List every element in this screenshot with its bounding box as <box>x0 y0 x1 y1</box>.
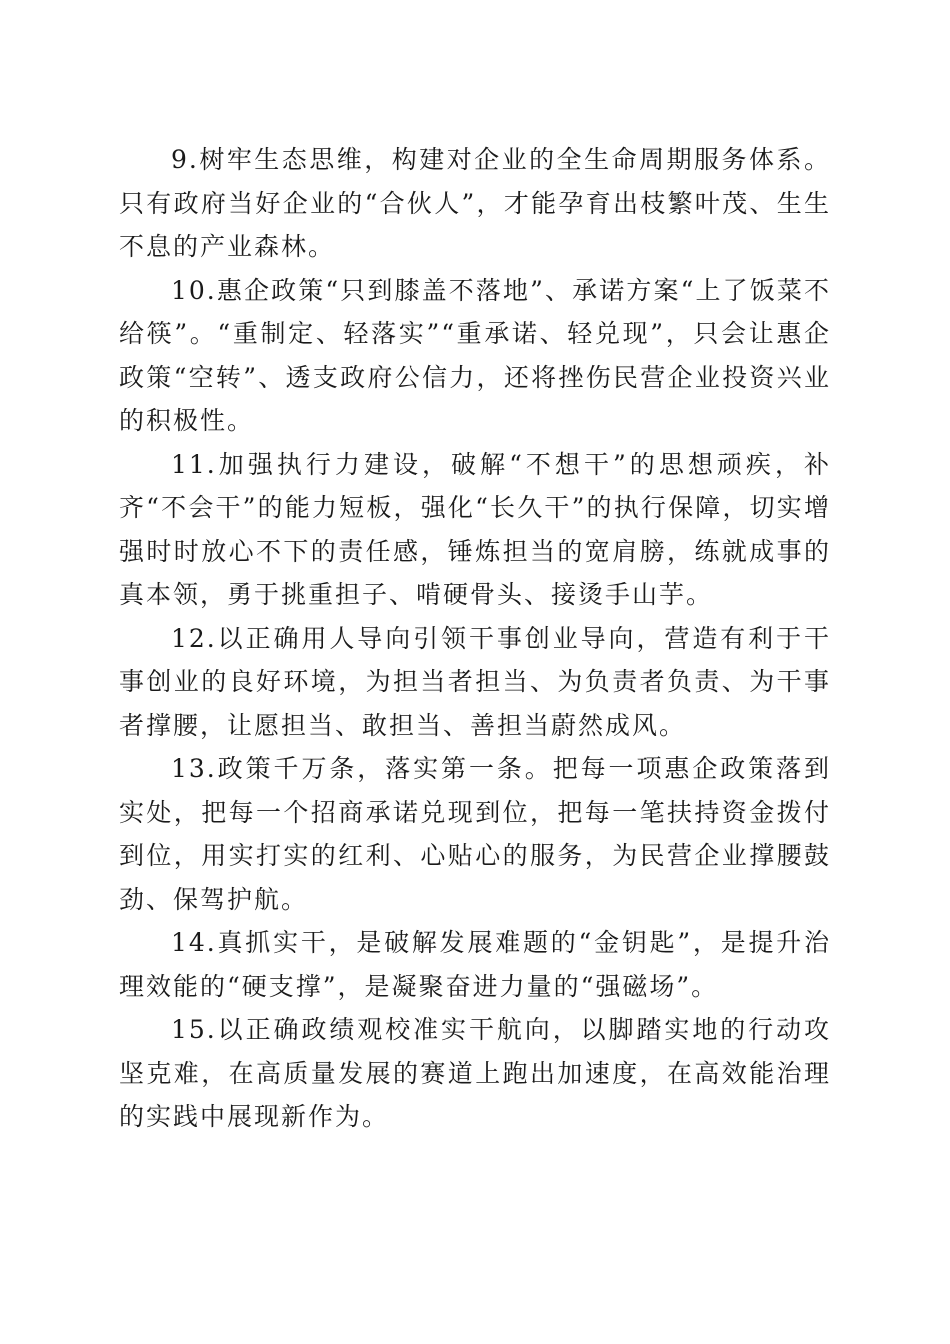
document-body <box>119 138 831 1139</box>
paragraph-9: 9.树牢生态思维，构建对企业的全生命周期服务体系。只有政府当好企业的“合伙人”，才能孕育出枝繁叶茂、生生不息的产业森林。 <box>119 145 831 261</box>
paragraph-12: 12.以正确用人导向引领干事创业导向，营造有利于干事创业的良好环境，为担当者担当、为负责者负责、为干事者撑腰，让愿担当、敢担当、善担当蔚然成风。 <box>119 623 831 740</box>
paragraph-14: 14.真抓实干，是破解发展难题的“金钥匙”，是提升治理效能的“硬支撑”，是凝聚奋进力量的“强磁场”。 <box>119 928 831 1001</box>
paragraph-10: 10.惠企政策“只到膝盖不落地”、承诺方案“上了饭菜不给筷”。“重制定、轻落实”“重承诺、轻兑现”，只会让惠企政策“空转”、透支政府公信力，还将挫伤民营企业投资兴业的积极性。 <box>119 275 831 435</box>
paragraph-13: 13.政策千万条，落实第一条。把每一项惠企政策落到实处，把每一个招商承诺兑现到位，把每一笔扶持资金拨付到位，用实打实的红利、心贴心的服务，为民营企业撑腰鼓劲、保驾护航。 <box>119 754 831 914</box>
paragraph-11: 11.加强执行力建设，破解“不想干”的思想顽疾，补齐“不会干”的能力短板，强化“长久干”的执行保障，切实增强时时放心不下的责任感，锤炼担当的宽肩膀，练就成事的真本领，勇于挑重担子、啃硬骨头、接烫手山芋。 <box>119 449 831 609</box>
paragraph-15: 15.以正确政绩观校准实干航向，以脚踏实地的行动攻坚克难，在高质量发展的赛道上跑出加速度，在高效能治理的实践中展现新作为。 <box>119 1015 831 1131</box>
